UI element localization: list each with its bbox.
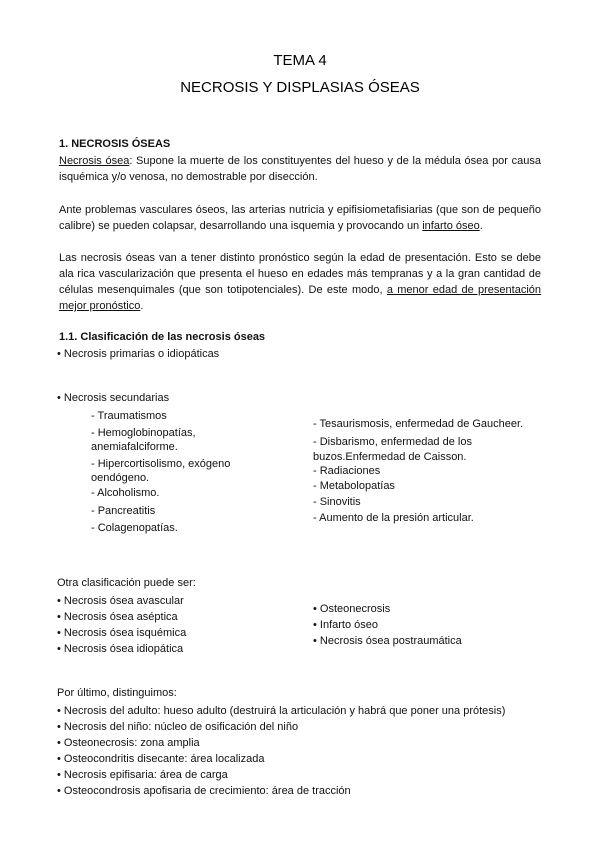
list-item-secondary: • Necrosis secundarias	[57, 392, 170, 404]
list-item: • Osteonecrosis	[313, 603, 391, 615]
infarto-oseo-term: infarto óseo	[422, 220, 480, 232]
list-item: anemiafalciforme.	[91, 441, 178, 453]
list-item: • Necrosis del adulto: hueso adulto (destruirá la articulación y habrá que poner una prótesis)	[57, 705, 506, 717]
list-item: - Aumento de la presión articular.	[313, 512, 474, 524]
last-classification-intro: Por último, distinguimos:	[57, 687, 177, 699]
list-item: • Necrosis ósea postraumática	[313, 635, 462, 647]
list-item: - Disbarismo, enfermedad de los	[313, 436, 472, 448]
list-item: - Alcoholismo.	[91, 487, 160, 499]
definition-paragraph	[59, 153, 541, 185]
list-item: • Osteonecrosis: zona amplia	[57, 737, 200, 749]
list-item: - Colagenopatías.	[91, 522, 178, 534]
list-item: - Pancreatitis	[91, 505, 156, 517]
definition-text: : Supone la muerte de los constituyentes del hueso y de la médula ósea por causa isquémica y/o venosa, no demostrable por disección.	[59, 155, 541, 183]
list-item: - Metabolopatías	[313, 480, 395, 492]
list-item: • Necrosis ósea aséptica	[57, 611, 178, 623]
list-item: - Traumatismos	[91, 410, 167, 422]
document-subtitle: NECROSIS Y DISPLASIAS ÓSEAS	[180, 79, 420, 96]
list-item: • Infarto óseo	[313, 619, 379, 631]
list-item: - Hemoglobinopatías,	[91, 427, 196, 439]
list-item: • Necrosis ósea isquémica	[57, 627, 187, 639]
list-item-primary: • Necrosis primarias o idiopáticas	[57, 348, 220, 360]
vascular-text: Ante problemas vasculares óseos, las arterias nutricia y epifisiometafisiarias (que son de pequeño calibre) se pueden colapsar, desarrollando una isquemia y provocando un	[59, 204, 541, 232]
vascular-end: .	[479, 220, 483, 232]
list-item: • Osteocondrosis apofisaria de crecimiento: área de tracción	[57, 785, 351, 797]
definition-term: Necrosis ósea	[59, 155, 130, 167]
prognosis-end: .	[140, 300, 144, 312]
other-classification-intro: Otra clasificación puede ser:	[57, 577, 196, 589]
document-title: TEMA 4	[273, 52, 327, 69]
prognosis-text: Las necrosis óseas van a tener distinto pronóstico según la edad de presentación. Esto se debe ala rica vascularización que presenta el hueso en edades más tempranas y a la gran cantidad de células mesenquimales (que son totipotenciales). De este modo,	[59, 252, 541, 296]
list-item: buzos.Enfermedad de Caisson.	[313, 451, 467, 463]
list-item: - Hipercortisolismo, exógeno	[91, 458, 231, 470]
list-item: • Necrosis del niño: núcleo de osificación del niño	[57, 721, 299, 733]
section-heading-necrosis: 1. NECROSIS ÓSEAS	[59, 138, 171, 150]
list-item: - Tesaurismosis, enfermedad de Gaucheer.	[313, 418, 524, 430]
prognosis-paragraph	[59, 250, 541, 314]
prognosis-highlight: a menor edad de presentación mejor pronóstico	[59, 284, 542, 312]
vascular-paragraph	[59, 202, 541, 234]
list-item: - Sinovitis	[313, 496, 361, 508]
list-item: • Necrosis ósea avascular	[57, 595, 184, 607]
subsection-heading-classification: 1.1. Clasificación de las necrosis óseas	[59, 331, 266, 343]
list-item: • Necrosis ósea idiopática	[57, 643, 184, 655]
list-item: oendógeno.	[91, 472, 150, 484]
list-item: - Radiaciones	[313, 465, 381, 477]
list-item: • Osteocondritis disecante: área localizada	[57, 753, 265, 765]
list-item: • Necrosis epifisaria: área de carga	[57, 769, 228, 781]
